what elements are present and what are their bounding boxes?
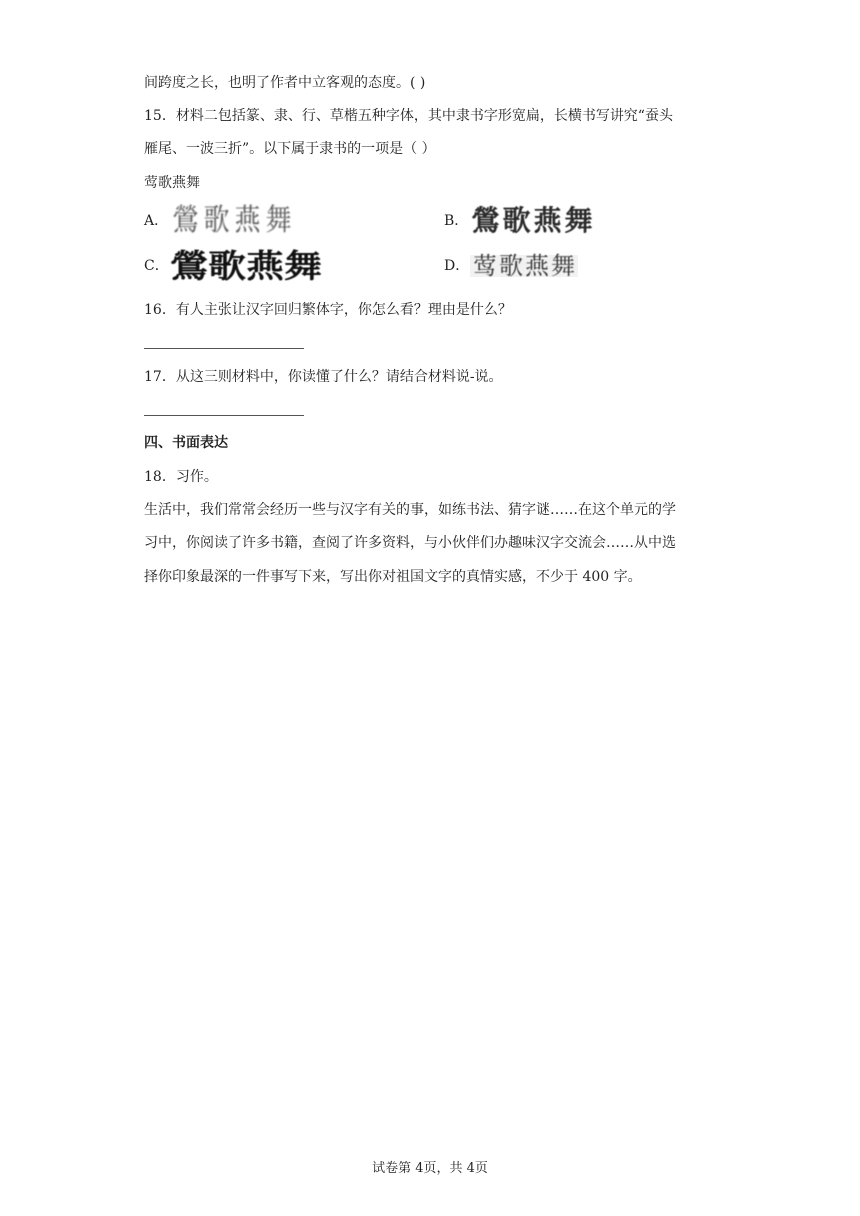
option-a-glyph: 鶯 (172, 203, 199, 239)
option-b-script-image (470, 204, 594, 237)
option-c-clerical-script-image (170, 247, 322, 285)
option-b-glyph: 舞 (564, 204, 593, 237)
page-footer: 试卷第 4页，共 4页 (372, 1161, 488, 1176)
option-d-glyph: 舞 (551, 252, 575, 280)
option-a-letter: A． (144, 213, 169, 229)
option-c-glyph: 燕 (246, 247, 284, 285)
option-d-glyph: 歌 (499, 252, 523, 280)
question-15-text-line1: 15．材料二包括篆、隶、行、草楷五种字体，其中隶书字形宽扁，长横书写讲究“蚕头 (144, 108, 673, 124)
option-a-glyph: 舞 (265, 203, 292, 239)
option-c-glyph: 歌 (208, 247, 246, 285)
question-18-title: 18．习作。 (144, 469, 218, 485)
question-16-text: 16．有人主张让汉字回归繁体字，你怎么看？理由是什么？ (144, 302, 512, 318)
option-b-letter: B． (444, 213, 469, 229)
option-a[interactable] (144, 203, 294, 239)
essay-prompt-line1: 生活中，我们常常会经历一些与汉字有关的事，如练书法、猜字谜……在这个单元的学 (144, 502, 676, 518)
option-d-letter: D． (444, 258, 470, 274)
option-b-glyph: 歌 (502, 204, 531, 237)
question-15-prompt-words: 莺歌燕舞 (144, 175, 200, 191)
option-a-glyph: 歌 (203, 203, 230, 239)
question-15-text-line2: 雁尾、一波三折”。以下属于隶书的一项是（ ） (144, 141, 436, 157)
question-17-answer-line[interactable] (144, 415, 304, 416)
option-c-letter: C． (144, 258, 169, 274)
option-d-glyph: 莺 (473, 252, 497, 280)
option-c[interactable] (144, 247, 322, 285)
essay-prompt-line3: 择你印象最深的一件事写下来，写出你对祖国文字的真情实感，不少于 400 字。 (144, 569, 642, 585)
option-a-seal-script-image (170, 203, 294, 239)
option-c-glyph: 舞 (284, 247, 322, 285)
option-d[interactable] (444, 252, 578, 280)
option-a-glyph: 燕 (234, 203, 261, 239)
section-heading: 四、书面表达 (144, 435, 228, 451)
option-b[interactable] (444, 204, 594, 237)
option-c-glyph: 鶯 (170, 247, 208, 285)
option-d-glyph: 燕 (525, 252, 549, 280)
q14-tail-text: 间跨度之长，也明了作者中立客观的态度。( ) (144, 75, 426, 91)
option-b-glyph: 燕 (533, 204, 562, 237)
essay-prompt-line2: 习中，你阅读了许多书籍，查阅了许多资料，与小伙伴们办趣味汉字交流会……从中选 (144, 535, 676, 551)
question-17-text: 17．从这三则材料中，你读懂了什么？请结合材料说-说。 (144, 369, 503, 385)
option-b-glyph: 鶯 (471, 204, 500, 237)
option-d-script-image (470, 252, 578, 280)
question-16-answer-line[interactable] (144, 348, 304, 349)
